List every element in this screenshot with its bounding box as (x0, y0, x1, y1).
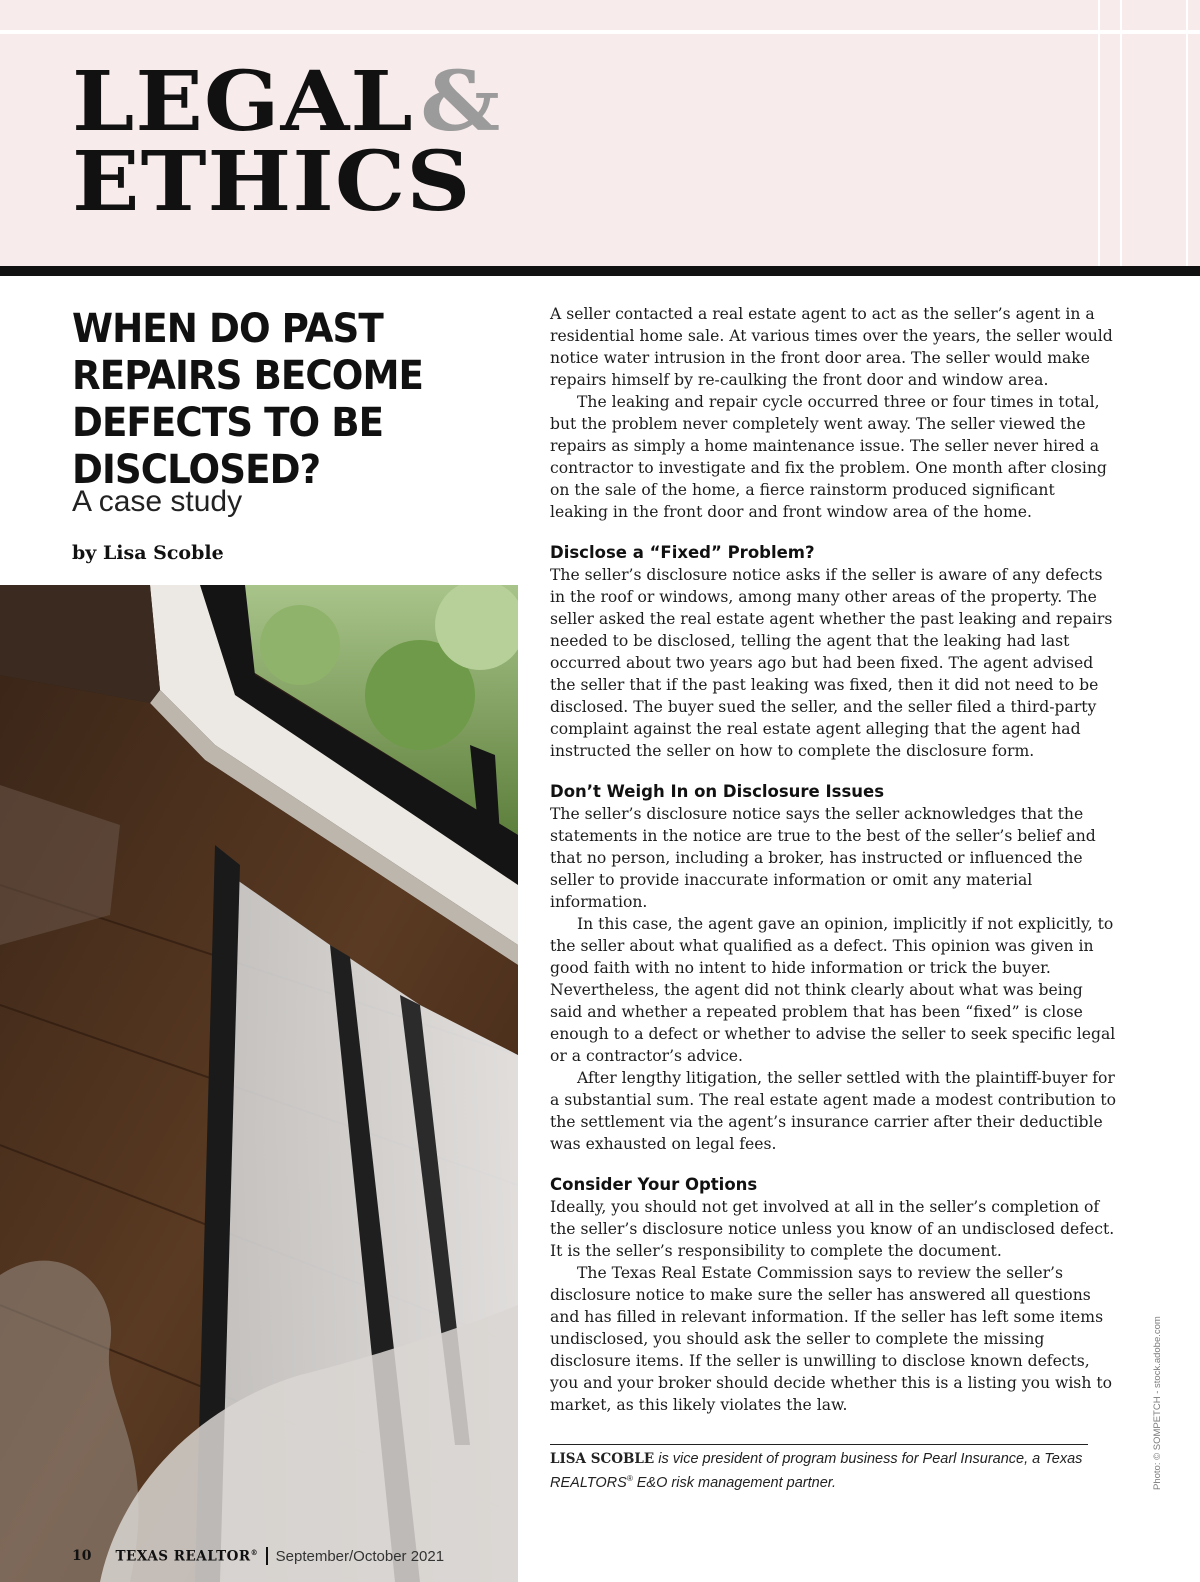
author-bio-text: is vice president of program business for Pearl Insurance, a Texas REALTORS (550, 1451, 1083, 1491)
header-top-rule (0, 30, 1200, 34)
article-paragraph: The seller’s disclosure notice asks if the seller is aware of any defects in the roof or windows, among many other areas of the property. The seller asked the real estate agent whether the past leaking and repairs needed to be disclosed, telling the agent that the leaking had last occurred about two years ago but had been fixed. The agent advised the seller that if the past leaking was fixed, then it did not need to be disclosed. The buyer sued the seller, and the seller filed a third-party complaint against the real estate agent alleging that the agent had instructed the seller on how to complete the disclosure form. (550, 566, 1113, 760)
article-body (550, 303, 1116, 1416)
author-bio-text: E&O risk management partner. (632, 1474, 837, 1491)
registered-mark: ® (250, 1547, 259, 1557)
section-header-band (0, 0, 1200, 268)
article-paragraph: In this case, the agent gave an opinion, implicitly if not explicitly, to the seller about what qualified as a defect. This opinion was given in good faith with no intent to hide information or trick the buyer. Nevertheless, the agent did not think clearly about what was being said and whether a repeated problem that has been “fixed” is close enough to a defect or whether to advise the seller to seek specific legal or a contractor’s advice. (550, 915, 1116, 1065)
article-paragraph: Ideally, you should not get involved at all in the seller’s completion of the seller’s disclosure notice unless you know of an undisclosed defect. It is the seller’s responsibility to complete the document. (550, 1198, 1115, 1260)
article-paragraph: A seller contacted a real estate agent to act as the seller’s agent in a residential home sale. At various times over the years, the seller would notice water intrusion in the front door area. The seller would make repairs himself by re-caulking the front door and window area. (550, 305, 1113, 389)
header-divider-line (1120, 0, 1122, 268)
header-divider-line (1098, 0, 1100, 268)
page-number: 10 (72, 1548, 92, 1564)
author-bio (550, 1444, 1088, 1493)
article-subheading: Consider Your Options (550, 1175, 758, 1194)
section-title-word1: LEGAL (72, 54, 414, 150)
article-headline: WHEN DO PAST REPAIRS BECOME DEFECTS TO BE DISCLOSED? (72, 306, 424, 493)
author-bio-name: LISA SCOBLE (550, 1451, 655, 1467)
registered-mark: ® (626, 1474, 633, 1483)
page-footer (72, 1545, 444, 1567)
header-bottom-rule (0, 266, 1200, 276)
article-paragraph: After lengthy litigation, the seller settled with the plaintiff-buyer for a substantial sum. The real estate agent made a modest contribution to the settlement via the agent’s insurance carrier after their deductible was exhausted on legal fees. (550, 1069, 1117, 1153)
section-title-word2: ETHICS (72, 134, 472, 230)
article-byline: by Lisa Scoble (72, 542, 224, 564)
article-subhead: A case study (72, 485, 243, 518)
article-paragraph: The Texas Real Estate Commission says to review the seller’s disclosure notice to make sure the seller has answered all questions and has filled in relevant information. If the seller has left some items undisclosed, you should ask the seller to complete the missing disclosure items. If the seller is unwilling to disclose known defects, you and your broker should decide whether this is a listing you wish to market, as this likely violates the law. (550, 1264, 1112, 1414)
water-damage-photo (0, 585, 518, 1582)
section-title-ampersand: & (420, 54, 502, 150)
issue-date: September/October 2021 (275, 1547, 445, 1565)
section-title (72, 54, 502, 230)
magazine-name-text: TEXAS REALTOR (115, 1548, 251, 1565)
footer-separator (266, 1547, 268, 1565)
article-paragraph: The seller’s disclosure notice says the seller acknowledges that the statements in the notice are true to the best of the seller’s belief and that no person, including a broker, has instructed or influenced the seller to provide inaccurate information or omit any material information. (550, 805, 1096, 911)
header-divider-line (1186, 0, 1188, 268)
magazine-name (115, 1548, 258, 1565)
article-subheading: Don’t Weigh In on Disclosure Issues (550, 782, 885, 801)
article-paragraph: The leaking and repair cycle occurred three or four times in total, but the problem never completely went away. The seller viewed the repairs as simply a home maintenance issue. The seller never hired a contractor to investigate and fix the problem. One month after closing on the sale of the home, a fierce rainstorm produced significant leaking in the front door and front window area of the home. (550, 393, 1107, 521)
photo-credit: Photo: © SOMPETCH - stock.adobe.com (1152, 1316, 1163, 1490)
article-subheading: Disclose a “Fixed” Problem? (550, 543, 815, 562)
